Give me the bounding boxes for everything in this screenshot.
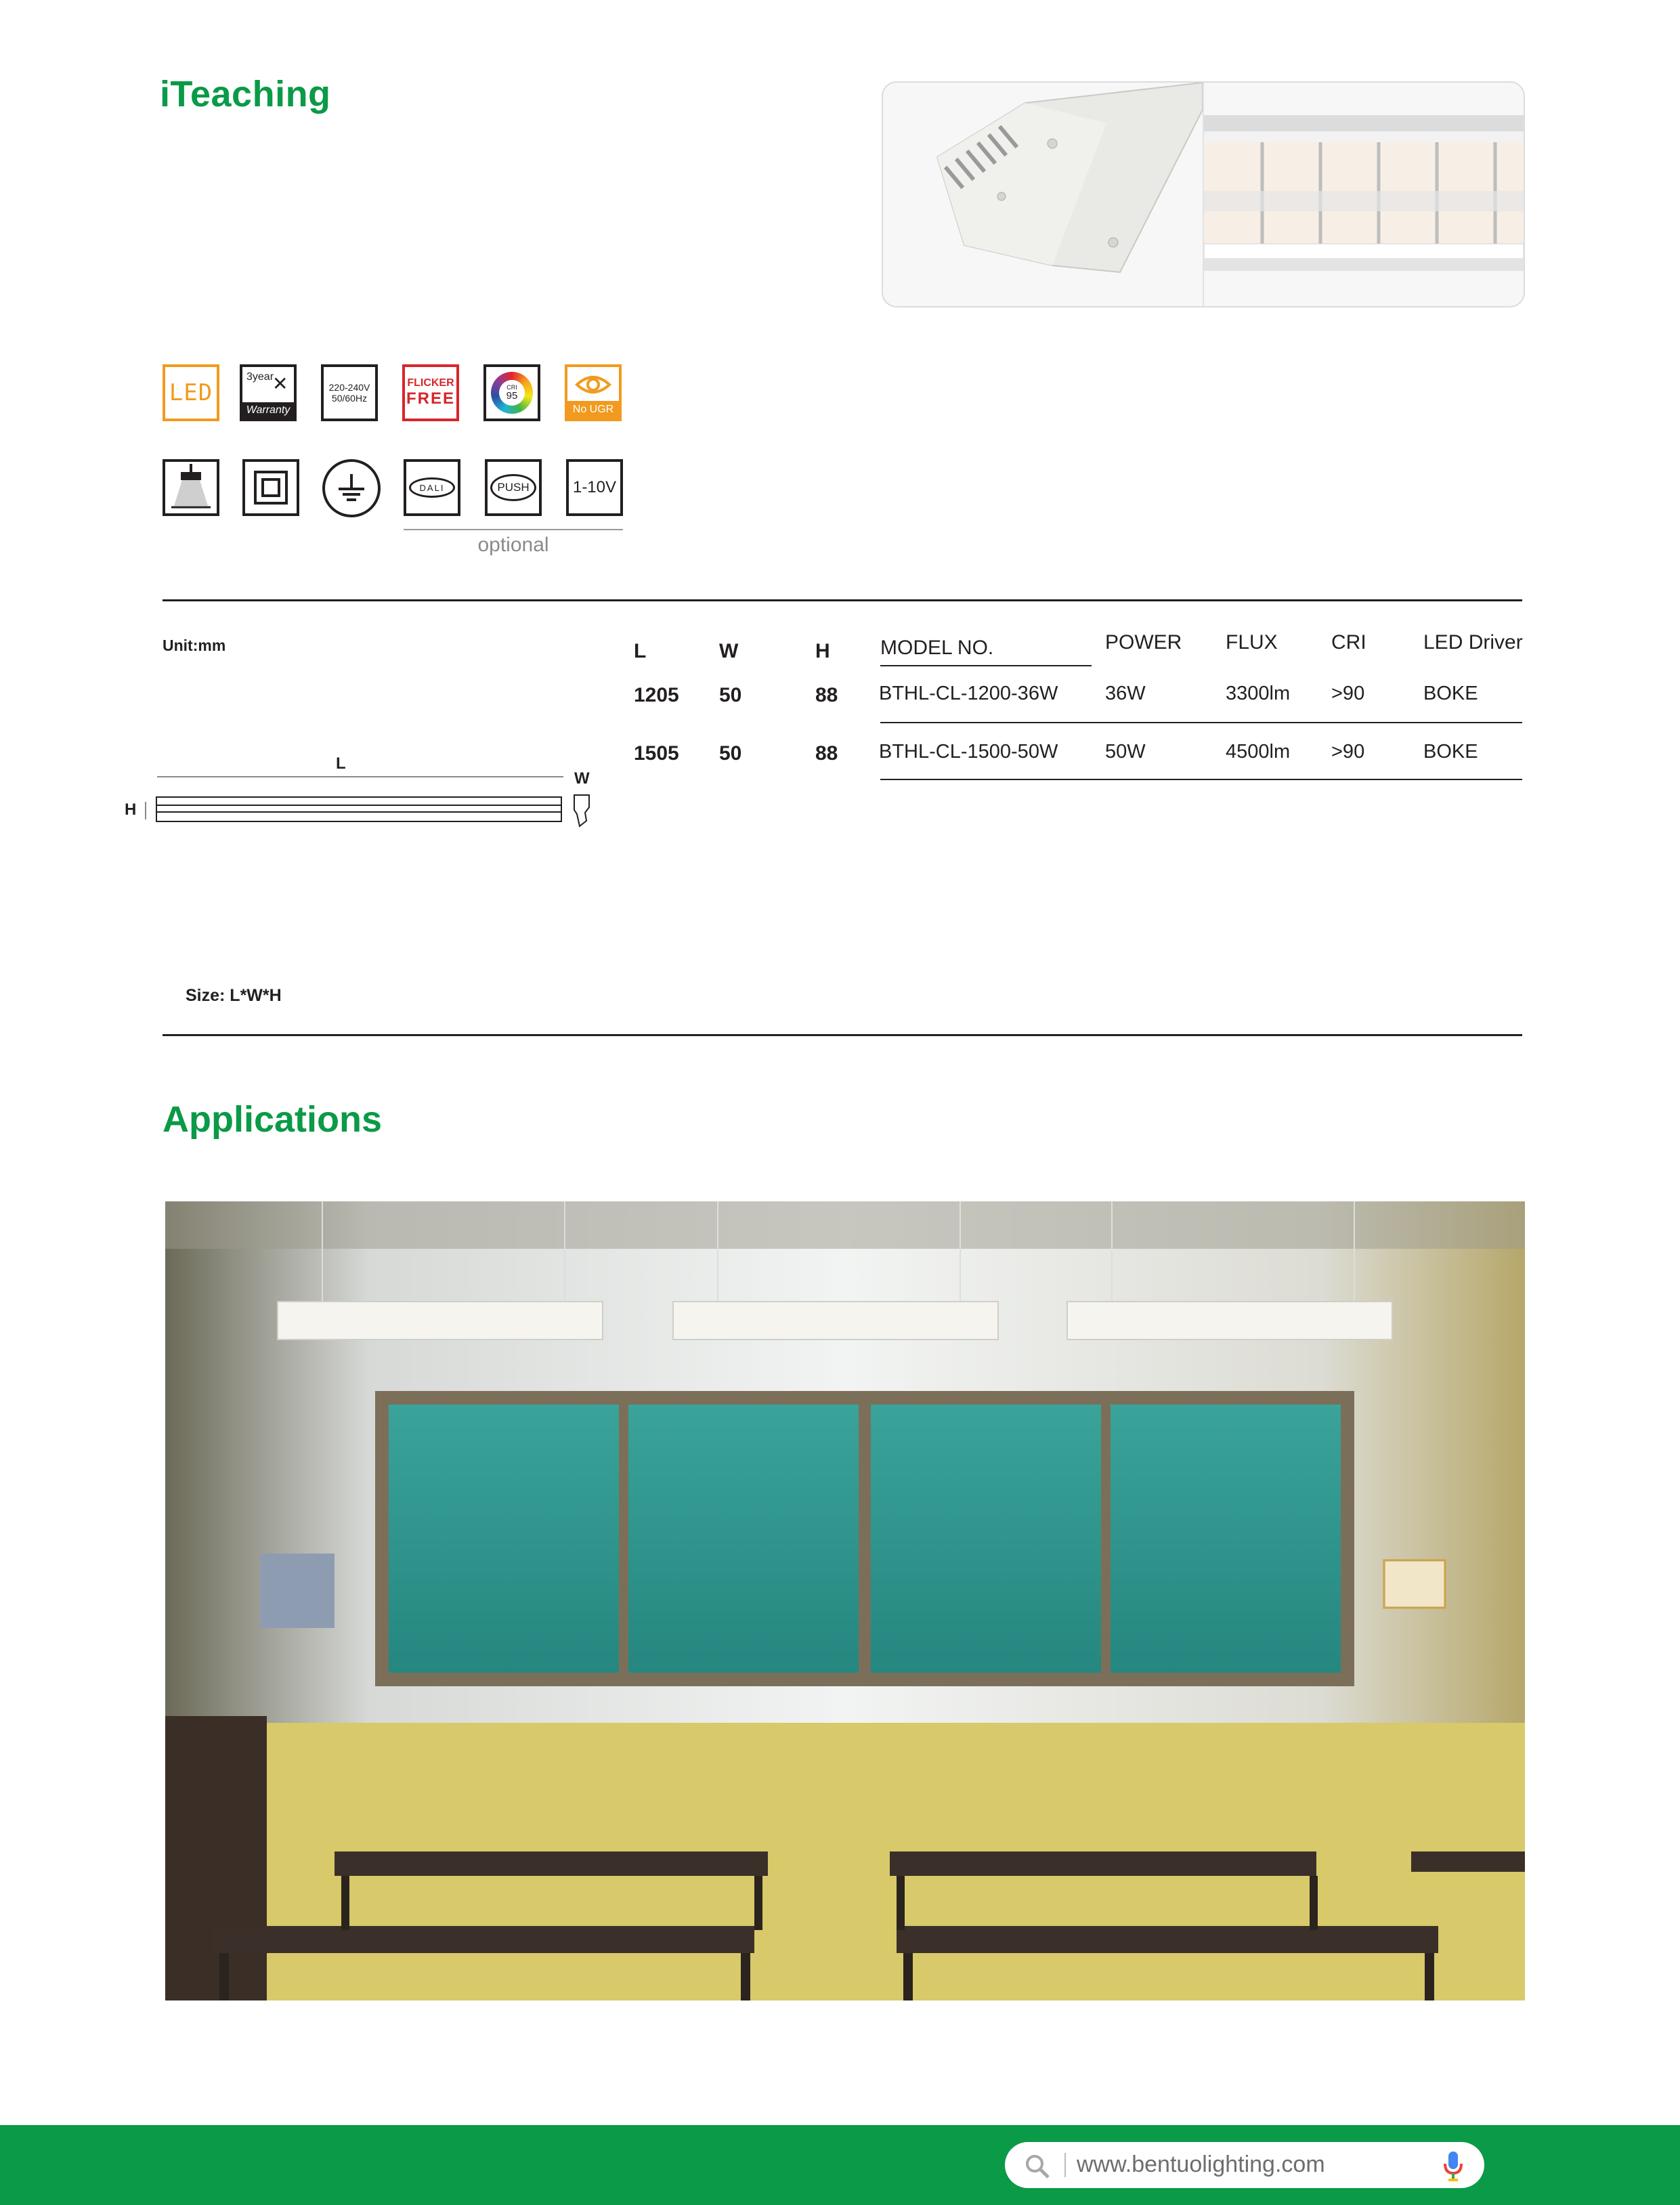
microphone-icon[interactable] bbox=[1442, 2150, 1464, 2181]
dali-icon bbox=[404, 459, 460, 516]
dim-row2-l: 1505 bbox=[634, 742, 679, 765]
search-separator bbox=[1064, 2153, 1066, 2177]
section-divider-top bbox=[163, 599, 1522, 601]
table-header-driver: LED Driver bbox=[1423, 631, 1523, 654]
color-wheel-icon bbox=[491, 372, 533, 414]
applications-title: Applications bbox=[163, 1099, 383, 1140]
website-search-bar[interactable] bbox=[1005, 2142, 1484, 2188]
flicker-free-icon bbox=[402, 364, 459, 421]
dimension-drawing bbox=[122, 752, 596, 833]
model-header-underline bbox=[880, 665, 1092, 666]
size-note: Size: L*W*H bbox=[186, 986, 282, 1005]
table-header-cri: CRI bbox=[1331, 631, 1366, 654]
pendant-light-icon bbox=[167, 464, 215, 511]
row2-model: BTHL-CL-1500-50W bbox=[879, 741, 1058, 763]
warranty-icon bbox=[240, 364, 297, 421]
pendant-mount-icon bbox=[163, 459, 219, 516]
dim-row1-w: 50 bbox=[719, 684, 742, 706]
class-ii-icon bbox=[242, 459, 299, 516]
cri-icon bbox=[483, 364, 540, 421]
dim-header-h: H bbox=[815, 640, 830, 662]
table-header-model: MODEL NO. bbox=[880, 637, 994, 659]
unit-label: Unit:mm bbox=[163, 637, 226, 654]
table-bottom-line bbox=[880, 779, 1522, 780]
dim-row2-h: 88 bbox=[815, 742, 838, 765]
length-dimension-line bbox=[157, 776, 563, 777]
eye-icon bbox=[574, 371, 612, 398]
product-title: iTeaching bbox=[160, 74, 331, 114]
push-dim-icon bbox=[485, 459, 542, 516]
row1-flux: 3300lm bbox=[1226, 683, 1291, 704]
voltage-icon bbox=[321, 364, 378, 421]
tool-glyph: ✕ bbox=[272, 373, 288, 394]
height-label: H bbox=[125, 800, 137, 819]
height-dimension-line bbox=[145, 802, 146, 819]
ground-symbol-icon bbox=[335, 471, 368, 505]
row1-driver: BOKE bbox=[1423, 683, 1478, 704]
dimming-label: 1-10V bbox=[572, 478, 617, 496]
earth-ground-icon bbox=[322, 459, 381, 517]
dim-header-l: L bbox=[634, 640, 647, 662]
row2-driver: BOKE bbox=[1423, 741, 1478, 763]
no-ugr-icon bbox=[565, 364, 622, 421]
row2-flux: 4500lm bbox=[1226, 741, 1291, 763]
application-photo bbox=[165, 1201, 1525, 2000]
optional-divider bbox=[404, 529, 623, 530]
dim-row2-w: 50 bbox=[719, 742, 742, 765]
length-label: L bbox=[336, 754, 346, 773]
led-icon bbox=[163, 364, 219, 421]
width-label: W bbox=[574, 769, 590, 788]
warranty-years: 3year bbox=[246, 371, 274, 383]
dimming-1-10v-icon bbox=[566, 459, 623, 516]
dim-header-w: W bbox=[719, 640, 739, 662]
section-divider-bottom bbox=[163, 1034, 1522, 1036]
dali-label: DALI bbox=[419, 482, 445, 493]
fixture-side-outline bbox=[156, 796, 562, 822]
cri-value: 95 bbox=[506, 390, 518, 402]
push-label: PUSH bbox=[497, 481, 530, 494]
free-label: FREE bbox=[406, 389, 455, 408]
led-label: LED bbox=[169, 379, 213, 406]
warranty-label: Warranty bbox=[242, 402, 294, 419]
row2-power: 50W bbox=[1105, 741, 1146, 763]
row1-model: BTHL-CL-1200-36W bbox=[879, 683, 1058, 704]
row1-cri: >90 bbox=[1331, 683, 1365, 704]
image-divider bbox=[1203, 83, 1204, 306]
dim-row1-h: 88 bbox=[815, 684, 838, 706]
fixture-profile-icon bbox=[573, 794, 592, 828]
table-header-flux: FLUX bbox=[1226, 631, 1278, 654]
table-row-divider bbox=[880, 722, 1522, 723]
double-square-icon bbox=[254, 471, 288, 505]
voltage-range: 220-240V bbox=[328, 382, 370, 393]
ugr-label: No UGR bbox=[567, 401, 619, 419]
table-header-power: POWER bbox=[1105, 631, 1182, 654]
optional-label: optional bbox=[477, 534, 549, 556]
flicker-label: FLICKER bbox=[407, 377, 454, 389]
dim-row1-l: 1205 bbox=[634, 684, 679, 706]
frequency: 50/60Hz bbox=[331, 393, 368, 404]
website-url: www.bentuolighting.com bbox=[1077, 2152, 1325, 2177]
classroom-scene-graphic bbox=[165, 1201, 1525, 2000]
search-icon bbox=[1024, 2153, 1051, 2180]
product-image bbox=[882, 81, 1525, 307]
row2-cri: >90 bbox=[1331, 741, 1365, 763]
cri-text: CRI bbox=[507, 384, 517, 391]
row1-power: 36W bbox=[1105, 683, 1146, 704]
